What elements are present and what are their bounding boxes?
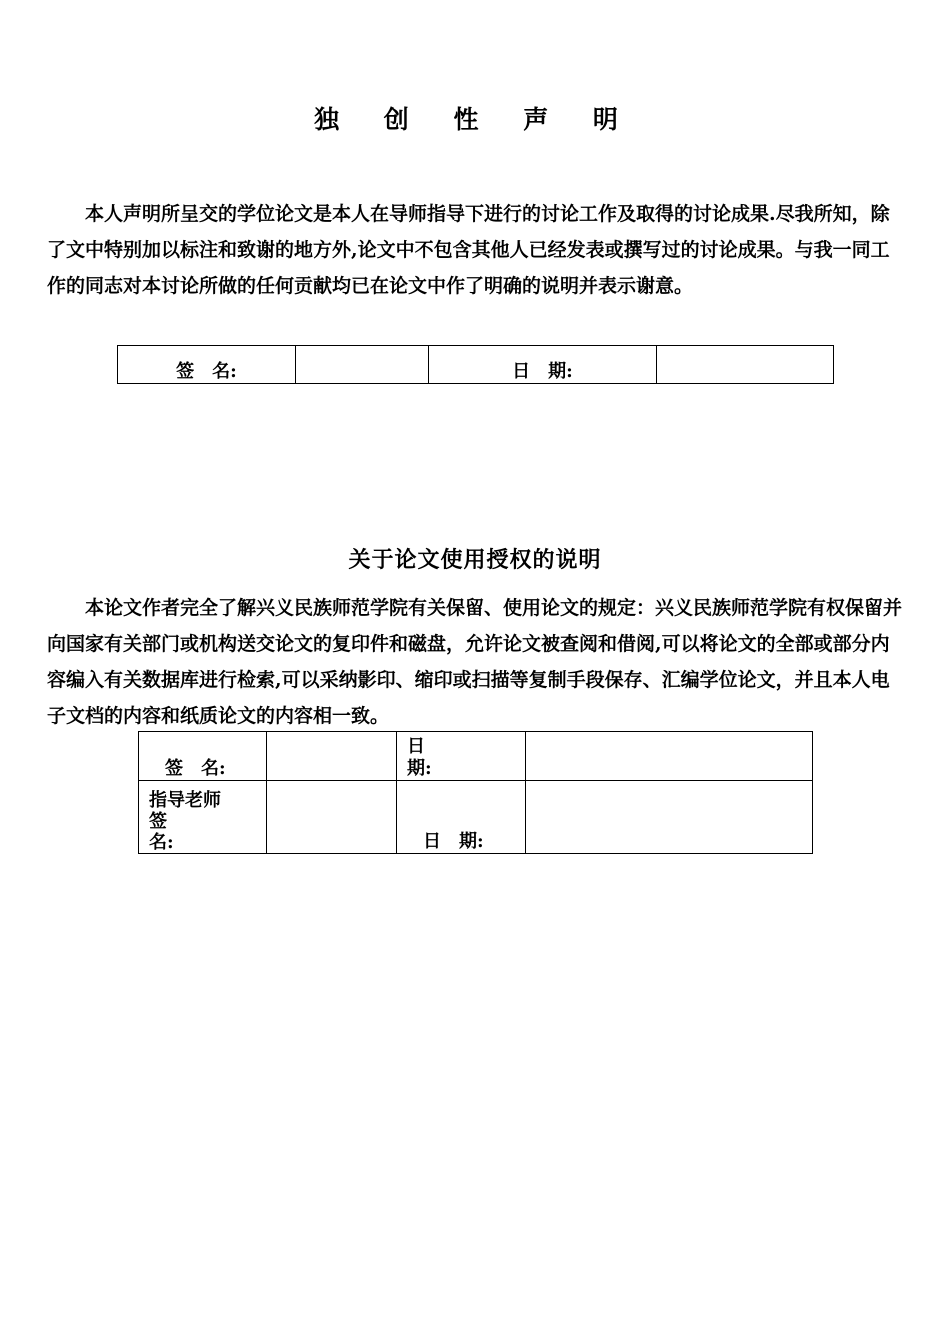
originality-declaration-title: 独 创 性 声 明	[314, 105, 636, 134]
author-date-label-line2: 期:	[407, 758, 432, 779]
authorization-title: 关于论文使用授权的说明	[348, 547, 602, 573]
signature-field[interactable]	[296, 346, 429, 384]
authorization-body: 本论文作者完全了解兴义民族师范学院有关保留、使用论文的规定：兴义民族师范学院有权保留并向国家有关部门或机构送交论文的复印件和磁盘，允许论文被查阅和借阅,可以将论文的全部或部分内容编入有关数据库进行检索,可以采纳影印、缩印或扫描等复制手段保存、汇编学位论文，并且本人电子文档的内容和纸质论文的内容相一致。	[47, 597, 903, 727]
authorization-signature-table	[138, 731, 813, 854]
date-label: 日 期:	[429, 346, 657, 384]
author-signature-field[interactable]	[267, 732, 397, 781]
advisor-date-field[interactable]	[526, 781, 813, 854]
date-field[interactable]	[657, 346, 834, 384]
author-date-label	[397, 732, 526, 781]
advisor-label-line1: 指导老师	[149, 790, 221, 811]
author-date-label-line1: 日	[407, 736, 425, 757]
author-date-field[interactable]	[526, 732, 813, 781]
declaration-signature-table	[117, 345, 834, 384]
signature-label: 签 名:	[118, 346, 296, 384]
advisor-label-line2: 签	[149, 811, 167, 832]
author-signature-label: 签 名:	[139, 732, 267, 781]
advisor-signature-label	[139, 781, 267, 854]
originality-declaration-body: 本人声明所呈交的学位论文是本人在导师指导下进行的讨论工作及取得的讨论成果.尽我所知，除了文中特别加以标注和致谢的地方外,论文中不包含其他人已经发表或撰写过的讨论成果。与我一同工作的同志对本讨论所做的任何贡献均已在论文中作了明确的说明并表示谢意。	[47, 203, 890, 297]
advisor-signature-field[interactable]	[267, 781, 397, 854]
advisor-date-label: 日 期:	[397, 781, 526, 854]
advisor-label-line3: 名:	[149, 832, 174, 853]
